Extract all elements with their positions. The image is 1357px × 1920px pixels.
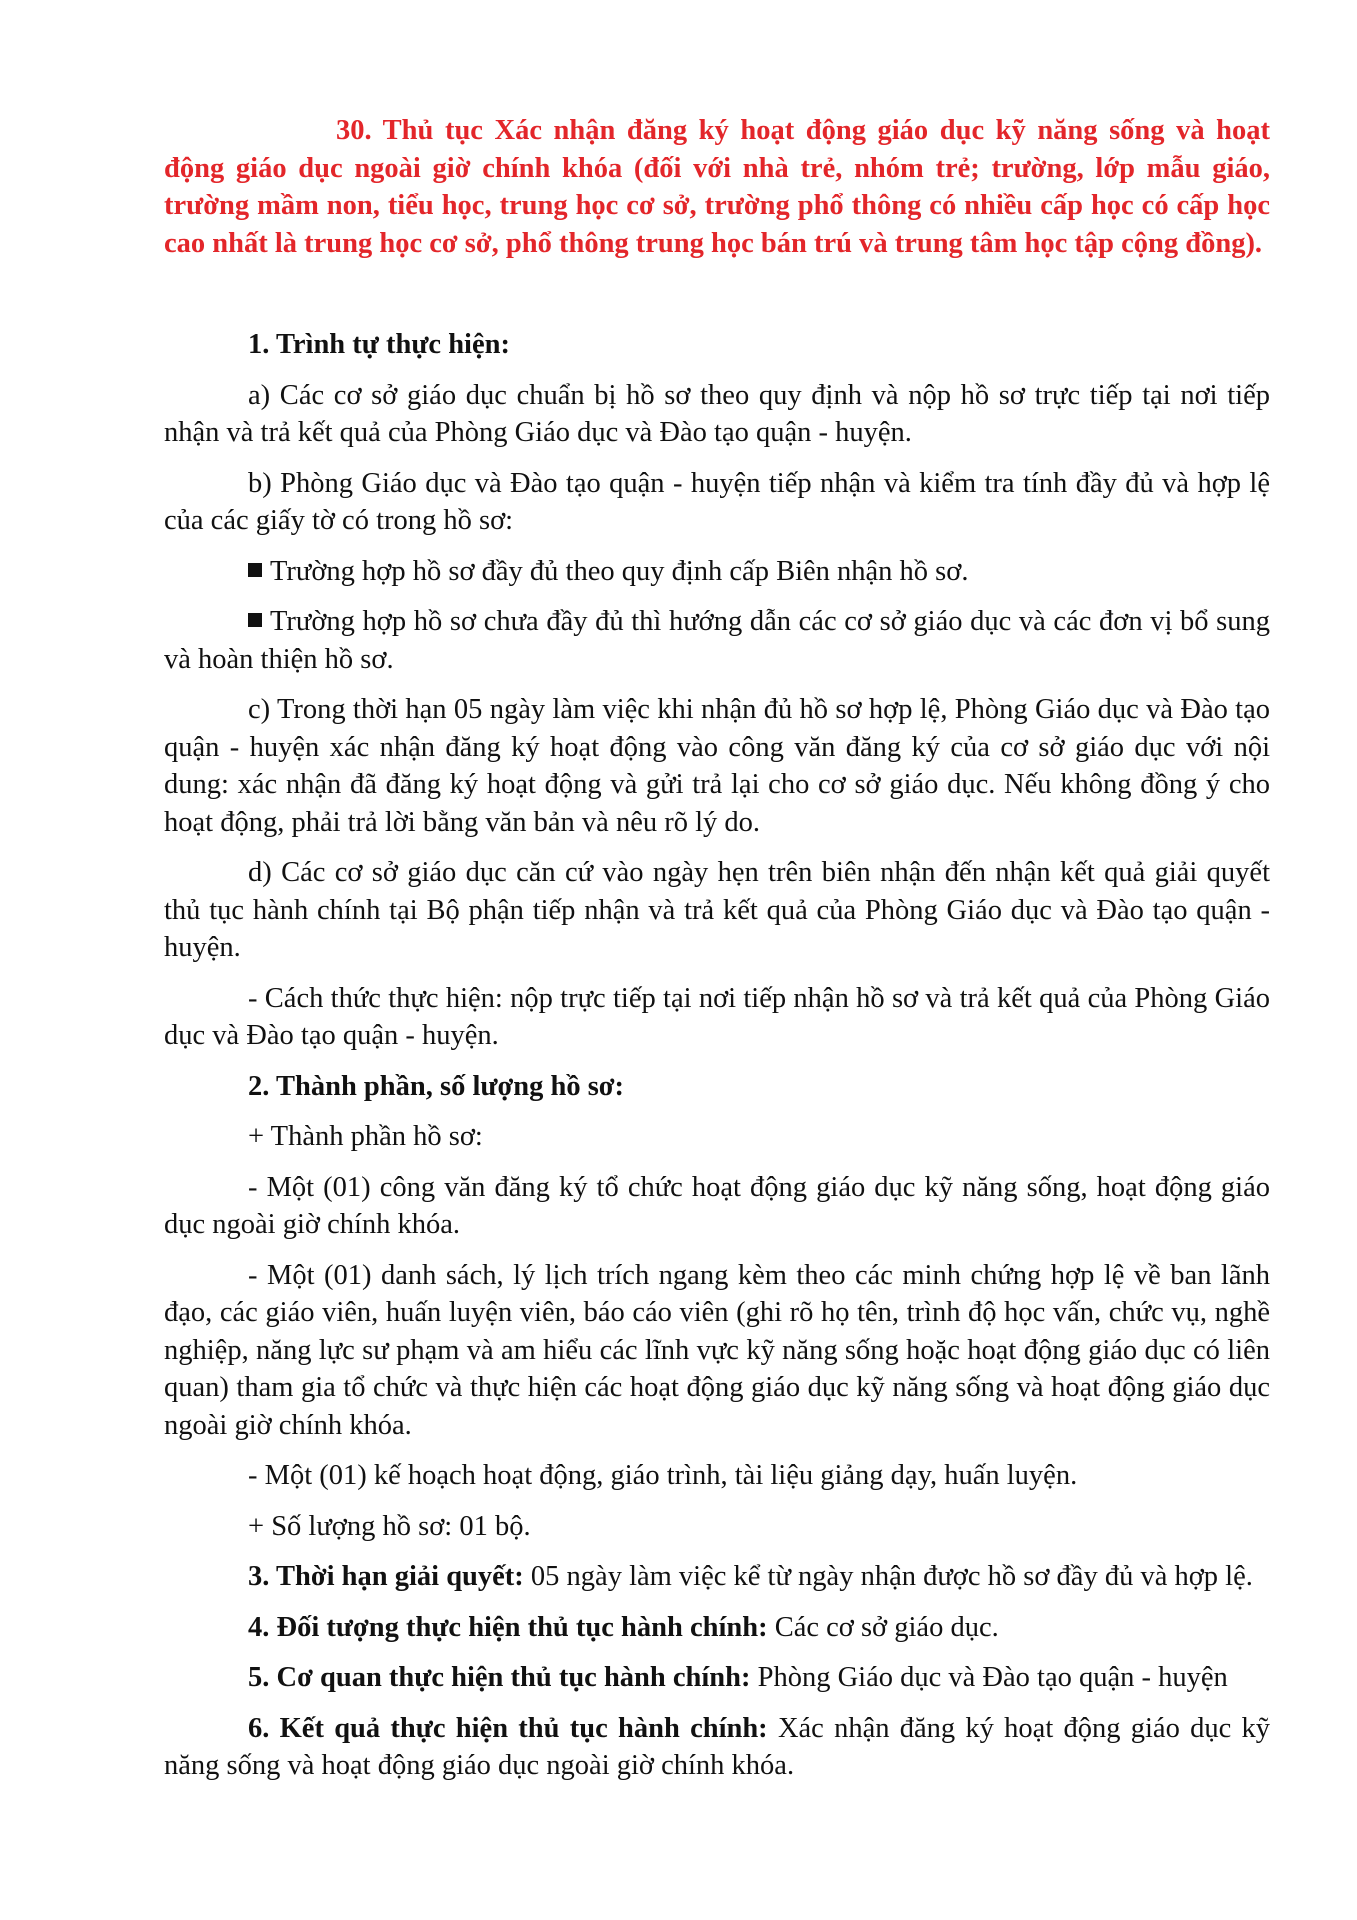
section-5-label: 5. Cơ quan thực hiện thủ tục hành chính: bbox=[248, 1662, 751, 1693]
section-6 bbox=[164, 1710, 1270, 1785]
step-a: a) Các cơ sở giáo dục chuẩn bị hồ sơ theo quy định và nộp hồ sơ trực tiếp tại nơi tiếp nhận và trả kết quả của Phòng Giáo dục và Đào tạo quận - huyện. bbox=[164, 379, 1270, 448]
step-b-case-2-text: Trường hợp hồ sơ chưa đầy đủ thì hướng dẫn các cơ sở giáo dục và các đơn vị bổ sung và hoàn thiện hồ sơ. bbox=[164, 606, 1270, 675]
step-b-case-1-text: Trường hợp hồ sơ đầy đủ theo quy định cấp Biên nhận hồ sơ. bbox=[270, 555, 969, 587]
section-6-text: Xác nhận đăng ký hoạt động giáo dục kỹ năng sống và hoạt động giáo dục ngoài giờ chính khóa. bbox=[164, 1712, 1271, 1781]
square-bullet-icon bbox=[248, 613, 262, 627]
section-3 bbox=[164, 1558, 1270, 1596]
square-bullet-icon bbox=[248, 563, 262, 577]
document-page bbox=[164, 112, 1270, 1798]
section-4-text: Các cơ sở giáo dục. bbox=[767, 1611, 999, 1643]
section-6-label: 6. Kết quả thực hiện thủ tục hành chính: bbox=[248, 1712, 768, 1744]
step-d: d) Các cơ sở giáo dục căn cứ vào ngày hẹn trên biên nhận đến nhận kết quả giải quyết thủ tục hành chính tại Bộ phận tiếp nhận và trả kết quả của Phòng Giáo dục và Đào tạo quận - huyện. bbox=[164, 857, 1270, 963]
document-title: 30. Thủ tục Xác nhận đăng ký hoạt động giáo dục kỹ năng sống và hoạt động giáo dục ngoài giờ chính khóa (đối với nhà trẻ, nhóm trẻ; trường, lớp mẫu giáo, trường mầm non, tiểu học, trung học cơ sở, trường phổ thông có nhiều cấp học có cấp học cao nhất là trung học cơ sở, phổ thông trung học bán trú và trung tâm học tập cộng đồng). bbox=[164, 115, 1270, 259]
quantity-paragraph: + Số lượng hồ sơ: 01 bộ. bbox=[248, 1510, 531, 1542]
section-4-label: 4. Đối tượng thực hiện thủ tục hành chính: bbox=[248, 1611, 768, 1643]
method-paragraph: - Cách thức thực hiện: nộp trực tiếp tại nơi tiếp nhận hồ sơ và trả kết quả của Phòng Giáo dục và Đào tạo quận - huyện. bbox=[164, 982, 1270, 1051]
step-c: c) Trong thời hạn 05 ngày làm việc khi nhận đủ hồ sơ hợp lệ, Phòng Giáo dục và Đào tạo quận - huyện xác nhận đăng ký hoạt động vào công văn đăng ký của cơ sở giáo dục với nội dung: xác nhận đã đăng ký hoạt động và gửi trả lại cho cơ sở giáo dục. Nếu không đồng ý cho hoạt động, phải trả lời bằng văn bản và nêu rõ lý do. bbox=[164, 694, 1270, 838]
component-item-3: - Một (01) kế hoạch hoạt động, giáo trình, tài liệu giảng dạy, huấn luyện. bbox=[248, 1460, 1078, 1491]
section-4 bbox=[164, 1609, 1270, 1647]
section-1-heading: 1. Trình tự thực hiện: bbox=[248, 329, 510, 360]
section-3-text: 05 ngày làm việc kể từ ngày nhận được hồ sơ đầy đủ và hợp lệ. bbox=[523, 1561, 1253, 1592]
section-5 bbox=[164, 1659, 1270, 1697]
step-b: b) Phòng Giáo dục và Đào tạo quận - huyện tiếp nhận và kiểm tra tính đầy đủ và hợp lệ của các giấy tờ có trong hồ sơ: bbox=[164, 467, 1270, 536]
step-b-case-2 bbox=[164, 603, 1270, 678]
section-5-text: Phòng Giáo dục và Đào tạo quận - huyện bbox=[750, 1662, 1228, 1693]
component-item-1: - Một (01) công văn đăng ký tổ chức hoạt động giáo dục kỹ năng sống, hoạt động giáo dục ngoài giờ chính khóa. bbox=[164, 1171, 1270, 1240]
section-3-label: 3. Thời hạn giải quyết: bbox=[248, 1561, 524, 1592]
step-b-case-1 bbox=[164, 553, 1270, 591]
component-item-2: - Một (01) danh sách, lý lịch trích ngang kèm theo các minh chứng hợp lệ về ban lãnh đạo, các giáo viên, huấn luyện viên, báo cáo viên (ghi rõ họ tên, trình độ học vấn, chức vụ, nghề nghiệp, năng lực sư phạm và am hiểu các lĩnh vực kỹ năng sống hoặc hoạt động giáo dục có liên quan) tham gia tổ chức và thực hiện các hoạt động giáo dục kỹ năng sống và hoạt động giáo dục ngoài giờ chính khóa. bbox=[164, 1259, 1270, 1441]
section-2-heading: 2. Thành phần, số lượng hồ sơ: bbox=[248, 1070, 625, 1102]
components-label: + Thành phần hồ sơ: bbox=[248, 1121, 483, 1152]
